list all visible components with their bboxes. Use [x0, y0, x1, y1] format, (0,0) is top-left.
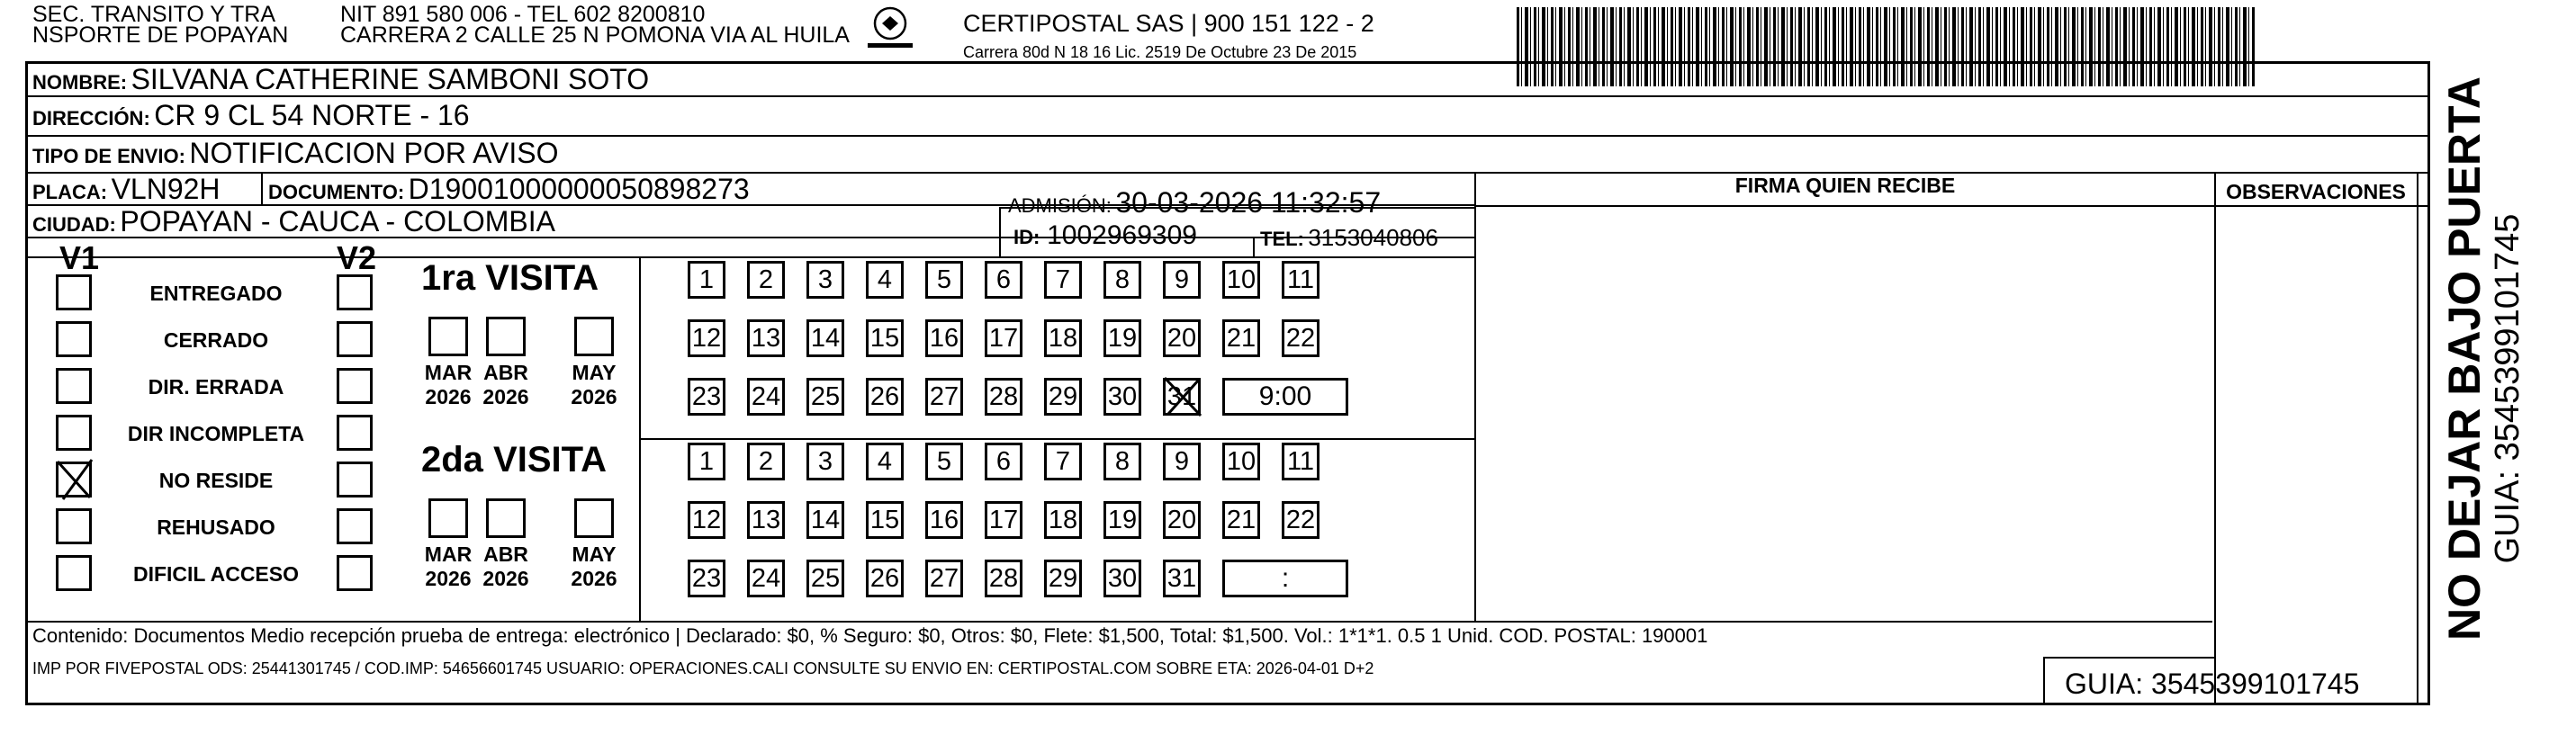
day-box[interactable]: 21 — [1222, 319, 1260, 357]
month-label — [419, 542, 477, 591]
month-name: MAY — [572, 361, 617, 384]
day-box[interactable]: 24 — [747, 560, 785, 597]
v1-checkbox[interactable] — [56, 321, 92, 357]
status-option-label: DIFICIL ACCESO — [132, 562, 299, 586]
company-line-1: CERTIPOSTAL SAS | 900 151 122 - 2 — [963, 10, 1374, 37]
day-box[interactable]: 14 — [806, 319, 844, 357]
day-box[interactable]: 24 — [747, 378, 785, 416]
tel-field — [1260, 221, 1438, 258]
day-box[interactable]: 23 — [688, 378, 725, 416]
v1-label: V1 — [59, 239, 100, 276]
day-box[interactable]: 20 — [1163, 319, 1201, 357]
day-box[interactable]: 14 — [806, 501, 844, 539]
month-checkbox[interactable] — [574, 498, 614, 538]
day-box[interactable]: 4 — [866, 443, 904, 480]
v1-checkbox[interactable] — [56, 508, 92, 544]
month-year: 2026 — [425, 567, 472, 590]
month-checkbox[interactable] — [574, 317, 614, 356]
status-option-label: DIR INCOMPLETA — [127, 422, 305, 445]
tipo-envio-value: NOTIFICACION POR AVISO — [189, 137, 559, 169]
v1-checkbox[interactable] — [56, 555, 92, 591]
day-box[interactable]: 21 — [1222, 501, 1260, 539]
day-box[interactable]: 31 — [1163, 378, 1201, 416]
admision-label: ADMISIÓN: — [1008, 194, 1112, 217]
id-label: ID: — [1013, 226, 1040, 248]
v1-checkbox[interactable] — [56, 368, 92, 404]
day-box[interactable]: 12 — [688, 319, 725, 357]
ciudad-value: POPAYAN - CAUCA - COLOMBIA — [120, 205, 555, 238]
month-year: 2026 — [482, 567, 529, 590]
day-box[interactable]: 10 — [1222, 443, 1260, 480]
day-box[interactable]: 17 — [985, 501, 1022, 539]
ciudad-field — [32, 205, 555, 244]
day-box[interactable]: 30 — [1103, 560, 1141, 597]
v2-checkbox[interactable] — [337, 555, 373, 591]
id-value: 1002969309 — [1047, 220, 1197, 250]
side-text-panel — [2439, 76, 2567, 641]
footer-guia: GUIA: 3545399101745 — [2065, 668, 2360, 700]
day-box[interactable]: 28 — [985, 378, 1022, 416]
day-box[interactable]: 18 — [1044, 319, 1082, 357]
day-box[interactable]: 25 — [806, 560, 844, 597]
checkbox-mark-icon — [50, 456, 97, 507]
admision-value: 30-03-2026 11:32:57 — [1115, 186, 1382, 219]
observaciones-label: OBSERVACIONES — [2226, 180, 2406, 203]
company-line-2: Carrera 80d N 18 16 Lic. 2519 De Octubre 23 De 2015 — [963, 43, 1357, 61]
day-box[interactable]: 3 — [806, 261, 844, 299]
day-box[interactable]: 31 — [1163, 560, 1201, 597]
day-box[interactable]: 6 — [985, 443, 1022, 480]
month-label — [565, 361, 623, 409]
day-box[interactable]: 3 — [806, 443, 844, 480]
month-year: 2026 — [571, 567, 617, 590]
sender-line-1: SEC. TRANSITO Y TRA — [32, 2, 275, 27]
day-box[interactable]: 5 — [925, 261, 963, 299]
day-box[interactable]: 20 — [1163, 501, 1201, 539]
ciudad-label: CIUDAD: — [32, 213, 116, 236]
v2-checkbox[interactable] — [337, 462, 373, 498]
firma-label: FIRMA QUIEN RECIBE — [1734, 174, 1956, 197]
day-box[interactable]: 15 — [866, 501, 904, 539]
day-box[interactable]: 7 — [1044, 261, 1082, 299]
day-box[interactable]: 26 — [866, 378, 904, 416]
month-checkbox[interactable] — [428, 317, 468, 356]
status-option-label: CERRADO — [163, 328, 269, 352]
month-year: 2026 — [425, 385, 472, 408]
status-option-label: REHUSADO — [157, 515, 275, 539]
day-box[interactable]: 12 — [688, 501, 725, 539]
v2-checkbox[interactable] — [337, 415, 373, 451]
day-box[interactable]: 1 — [688, 443, 725, 480]
day-box[interactable]: 11 — [1282, 443, 1320, 480]
day-box[interactable]: 27 — [925, 378, 963, 416]
month-name: ABR — [483, 542, 528, 566]
day-box[interactable]: 29 — [1044, 378, 1082, 416]
month-checkbox[interactable] — [428, 498, 468, 538]
nit-line-2: CARRERA 2 CALLE 25 N POMONA VIA AL HUILA — [340, 22, 850, 48]
day-box[interactable]: 25 — [806, 378, 844, 416]
visit-title: 2da VISITA — [421, 440, 607, 480]
day-box[interactable]: 8 — [1103, 443, 1141, 480]
day-box[interactable]: 16 — [925, 319, 963, 357]
day-box[interactable]: 16 — [925, 501, 963, 539]
side-warning: NO DEJAR BAJO PUERTA — [2439, 76, 2490, 641]
observaciones-area[interactable] — [2216, 207, 2416, 704]
day-box[interactable]: 22 — [1282, 501, 1320, 539]
day-box[interactable]: 10 — [1222, 261, 1260, 299]
month-label — [565, 542, 623, 591]
time-box[interactable]: 9:00 — [1222, 378, 1348, 416]
day-box[interactable]: 13 — [747, 501, 785, 539]
day-box[interactable]: 9 — [1163, 261, 1201, 299]
v2-checkbox[interactable] — [337, 368, 373, 404]
documento-value: D19001000000050898273 — [408, 173, 750, 205]
day-box[interactable]: 23 — [688, 560, 725, 597]
month-year: 2026 — [571, 385, 617, 408]
id-field — [1013, 220, 1197, 254]
status-option-label: DIR. ERRADA — [148, 375, 284, 399]
v2-checkbox[interactable] — [337, 321, 373, 357]
direccion-value: CR 9 CL 54 NORTE - 16 — [154, 99, 470, 131]
day-box[interactable]: 15 — [866, 319, 904, 357]
time-box[interactable]: : — [1222, 560, 1348, 597]
day-box[interactable]: 6 — [985, 261, 1022, 299]
v2-label: V2 — [337, 239, 377, 276]
day-box[interactable]: 18 — [1044, 501, 1082, 539]
month-name: MAR — [424, 361, 473, 384]
day-box[interactable]: 8 — [1103, 261, 1141, 299]
firma-area[interactable] — [1476, 205, 2214, 621]
day-box[interactable]: 29 — [1044, 560, 1082, 597]
month-label — [419, 361, 477, 409]
v1-checkbox[interactable] — [56, 274, 92, 310]
sender-line-2: NSPORTE DE POPAYAN — [32, 22, 289, 48]
tipo-envio-label: TIPO DE ENVIO: — [32, 145, 185, 167]
visit-title: 1ra VISITA — [421, 258, 599, 298]
day-mark-icon — [1159, 374, 1204, 424]
placa-value: VLN92H — [111, 173, 221, 205]
month-checkbox[interactable] — [486, 498, 526, 538]
direccion-label: DIRECCIÓN: — [32, 107, 150, 130]
day-box[interactable]: 1 — [688, 261, 725, 299]
day-box[interactable]: 19 — [1103, 501, 1141, 539]
day-box[interactable]: 27 — [925, 560, 963, 597]
placa-label: PLACA: — [32, 181, 108, 203]
documento-label: DOCUMENTO: — [268, 181, 405, 203]
month-label — [477, 361, 535, 409]
day-box[interactable]: 26 — [866, 560, 904, 597]
nombre-value: SILVANA CATHERINE SAMBONI SOTO — [131, 63, 650, 95]
v2-checkbox[interactable] — [337, 274, 373, 310]
nombre-field — [32, 63, 649, 102]
certipostal-logo-icon — [862, 4, 918, 52]
month-checkbox[interactable] — [486, 317, 526, 356]
day-box[interactable]: 17 — [985, 319, 1022, 357]
status-option-label: NO RESIDE — [158, 469, 274, 492]
nombre-label: NOMBRE: — [32, 71, 128, 94]
month-name: MAY — [572, 542, 617, 566]
tel-value: 3153040806 — [1308, 224, 1438, 251]
nit-line-1: NIT 891 580 006 - TEL 602 8200810 — [340, 2, 706, 27]
day-box[interactable]: 7 — [1044, 443, 1082, 480]
v2-checkbox[interactable] — [337, 508, 373, 544]
month-label — [477, 542, 535, 591]
v1-checkbox[interactable] — [56, 415, 92, 451]
tipo-envio-field — [32, 137, 559, 175]
month-year: 2026 — [482, 385, 529, 408]
day-box[interactable]: 22 — [1282, 319, 1320, 357]
day-box[interactable]: 2 — [747, 261, 785, 299]
side-guia: GUIA: 3545399101745 — [2489, 213, 2526, 564]
month-name: MAR — [424, 542, 473, 566]
direccion-field — [32, 99, 470, 138]
day-box[interactable]: 5 — [925, 443, 963, 480]
day-box[interactable]: 30 — [1103, 378, 1141, 416]
day-box[interactable]: 19 — [1103, 319, 1141, 357]
status-option-label: ENTREGADO — [149, 282, 283, 305]
day-box[interactable]: 2 — [747, 443, 785, 480]
imp-text: IMP POR FIVEPOSTAL ODS: 25441301745 / COD.IMP: 54656601745 USUARIO: OPERACIONES.CALI CONSULTE SU ENVIO EN: CERTIPOSTAL.COM SOBRE ETA: 2026-04-01 D+2 — [32, 659, 1374, 677]
day-box[interactable]: 4 — [866, 261, 904, 299]
day-box[interactable]: 13 — [747, 319, 785, 357]
day-box[interactable]: 11 — [1282, 261, 1320, 299]
day-box[interactable]: 9 — [1163, 443, 1201, 480]
contenido-text: Contenido: Documentos Medio recepción prueba de entrega: electrónico | Declarado: $0, % Seguro: $0, Otros: $0, Flete: $1,500, Total: $1,500. Vol.: 1*1*1. 0.5 1 Unid. COD. POSTAL: 190001 — [32, 624, 1708, 647]
day-box[interactable]: 28 — [985, 560, 1022, 597]
month-name: ABR — [483, 361, 528, 384]
tel-label: TEL: — [1260, 228, 1304, 250]
